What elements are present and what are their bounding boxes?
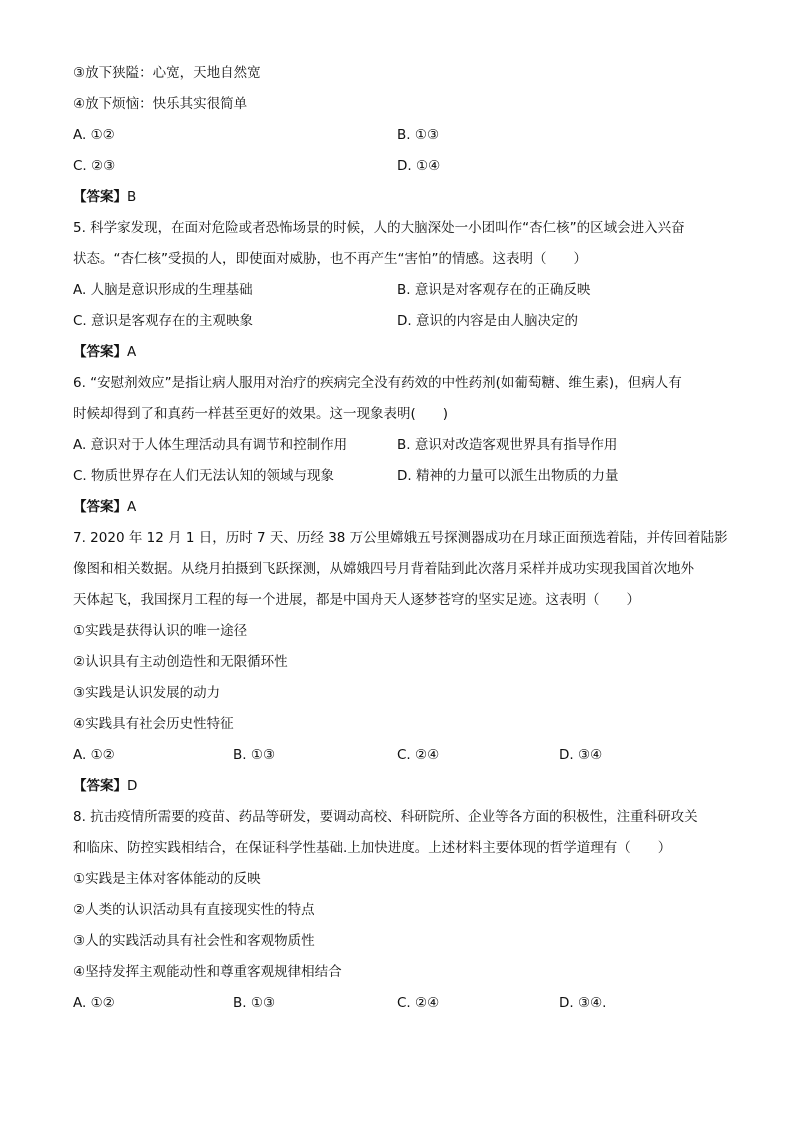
question-5	[73, 213, 723, 368]
option-c: C. ②④	[397, 995, 440, 1011]
statement-item: ②认识具有主动创造性和无限循环性	[73, 654, 288, 670]
option-a: A. 人脑是意识形成的生理基础	[73, 282, 253, 298]
option-d: D. 意识的内容是由人脑决定的	[397, 313, 578, 329]
answer-value: B	[127, 189, 137, 205]
option-b: B. ①③	[233, 995, 276, 1011]
answer-line	[73, 771, 723, 802]
option-b: B. ①③	[233, 747, 276, 763]
answer-value: A	[127, 344, 137, 360]
statement-item: ④放下烦恼：快乐其实很简单	[73, 96, 248, 112]
question-stem-line: 6. “安慰剂效应”是指让病人服用对治疗的疾病完全没有药效的中性药剂(如葡萄糖、维生素)，但病人有	[73, 375, 682, 391]
option-a: A. ①②	[73, 995, 115, 1011]
question-stem-line: 8. 抗击疫情所需要的疫苗、药品等研发，要调动高校、科研院所、企业等各方面的积极性，注重科研攻关	[73, 809, 698, 825]
option-c: C. ②④	[397, 747, 440, 763]
question-7	[73, 523, 728, 802]
question-stem-line: 和临床、防控实践相结合，在保证科学性基础.上加快进度。上述材料主要体现的哲学道理有（ ）	[73, 840, 672, 856]
option-row	[73, 430, 723, 461]
option-row	[73, 461, 723, 492]
option-d: D. 精神的力量可以派生出物质的力量	[397, 468, 619, 484]
statement-item: ②人类的认识活动具有直接现实性的特点	[73, 902, 315, 918]
option-d: D. ③④.	[559, 995, 607, 1011]
option-c: C. 物质世界存在人们无法认知的领域与现象	[73, 468, 335, 484]
option-row	[73, 306, 723, 337]
option-b: B. 意识是对客观存在的正确反映	[397, 282, 591, 298]
answer-value: A	[127, 499, 137, 515]
option-row	[73, 151, 723, 182]
question-stem-line: 5. 科学家发现，在面对危险或者恐怖场景的时候，人的大脑深处一小团叫作“杏仁核”的区域会进入兴奋	[73, 220, 685, 236]
option-row	[73, 275, 723, 306]
option-a: A. 意识对于人体生理活动具有调节和控制作用	[73, 437, 348, 453]
option-a: A. ①②	[73, 127, 115, 143]
answer-tag: 【答案】	[73, 499, 127, 515]
answer-tag: 【答案】	[73, 344, 127, 360]
answer-line	[73, 337, 723, 368]
option-row	[73, 120, 723, 151]
option-c: C. 意识是客观存在的主观映象	[73, 313, 254, 329]
statement-item: ④实践具有社会历史性特征	[73, 716, 234, 732]
answer-tag: 【答案】	[73, 778, 127, 794]
statement-item: ④坚持发挥主观能动性和尊重客观规律相结合	[73, 964, 342, 980]
answer-line	[73, 182, 723, 213]
statement-item: ③放下狭隘：心宽，天地自然宽	[73, 65, 261, 81]
question-stem-line: 状态。“杏仁核”受损的人，即使面对威胁，也不再产生“害怕”的情感。这表明（ ）	[73, 251, 587, 267]
statement-item: ③人的实践活动具有社会性和客观物质性	[73, 933, 315, 949]
question-stem-line: 时候却得到了和真药一样甚至更好的效果。这一现象表明( )	[73, 406, 449, 422]
answer-value: D	[127, 778, 138, 794]
question-8	[73, 802, 723, 1019]
statement-item: ①实践是主体对客体能动的反映	[73, 871, 261, 887]
option-b: B. ①③	[397, 127, 440, 143]
question-stem-line: 像图和相关数据。从绕月拍摄到飞跃探测，从嫦娥四号月背着陆到此次落月采样并成功实现我国首次地外	[73, 561, 694, 577]
statement-item: ①实践是获得认识的唯一途径	[73, 623, 248, 639]
option-a: A. ①②	[73, 747, 115, 763]
question-6	[73, 368, 723, 523]
question-4	[73, 58, 723, 213]
option-row	[73, 988, 723, 1019]
option-d: D. ③④	[559, 747, 603, 763]
option-d: D. ①④	[397, 158, 441, 174]
answer-line	[73, 492, 723, 523]
statement-item: ③实践是认识发展的动力	[73, 685, 221, 701]
question-stem-line: 7. 2020 年 12 月 1 日，历时 7 天、历经 38 万公里嫦娥五号探测器成功在月球正面预选着陆，并传回着陆影	[73, 530, 728, 546]
question-stem-line: 天体起飞，我国探月工程的每一个进展，都是中国舟天人逐梦苍穹的坚实足迹。这表明（ ）	[73, 592, 640, 608]
option-row	[73, 740, 723, 771]
option-c: C. ②③	[73, 158, 116, 174]
answer-tag: 【答案】	[73, 189, 127, 205]
document-page	[73, 58, 728, 1019]
option-b: B. 意识对改造客观世界具有指导作用	[397, 437, 618, 453]
